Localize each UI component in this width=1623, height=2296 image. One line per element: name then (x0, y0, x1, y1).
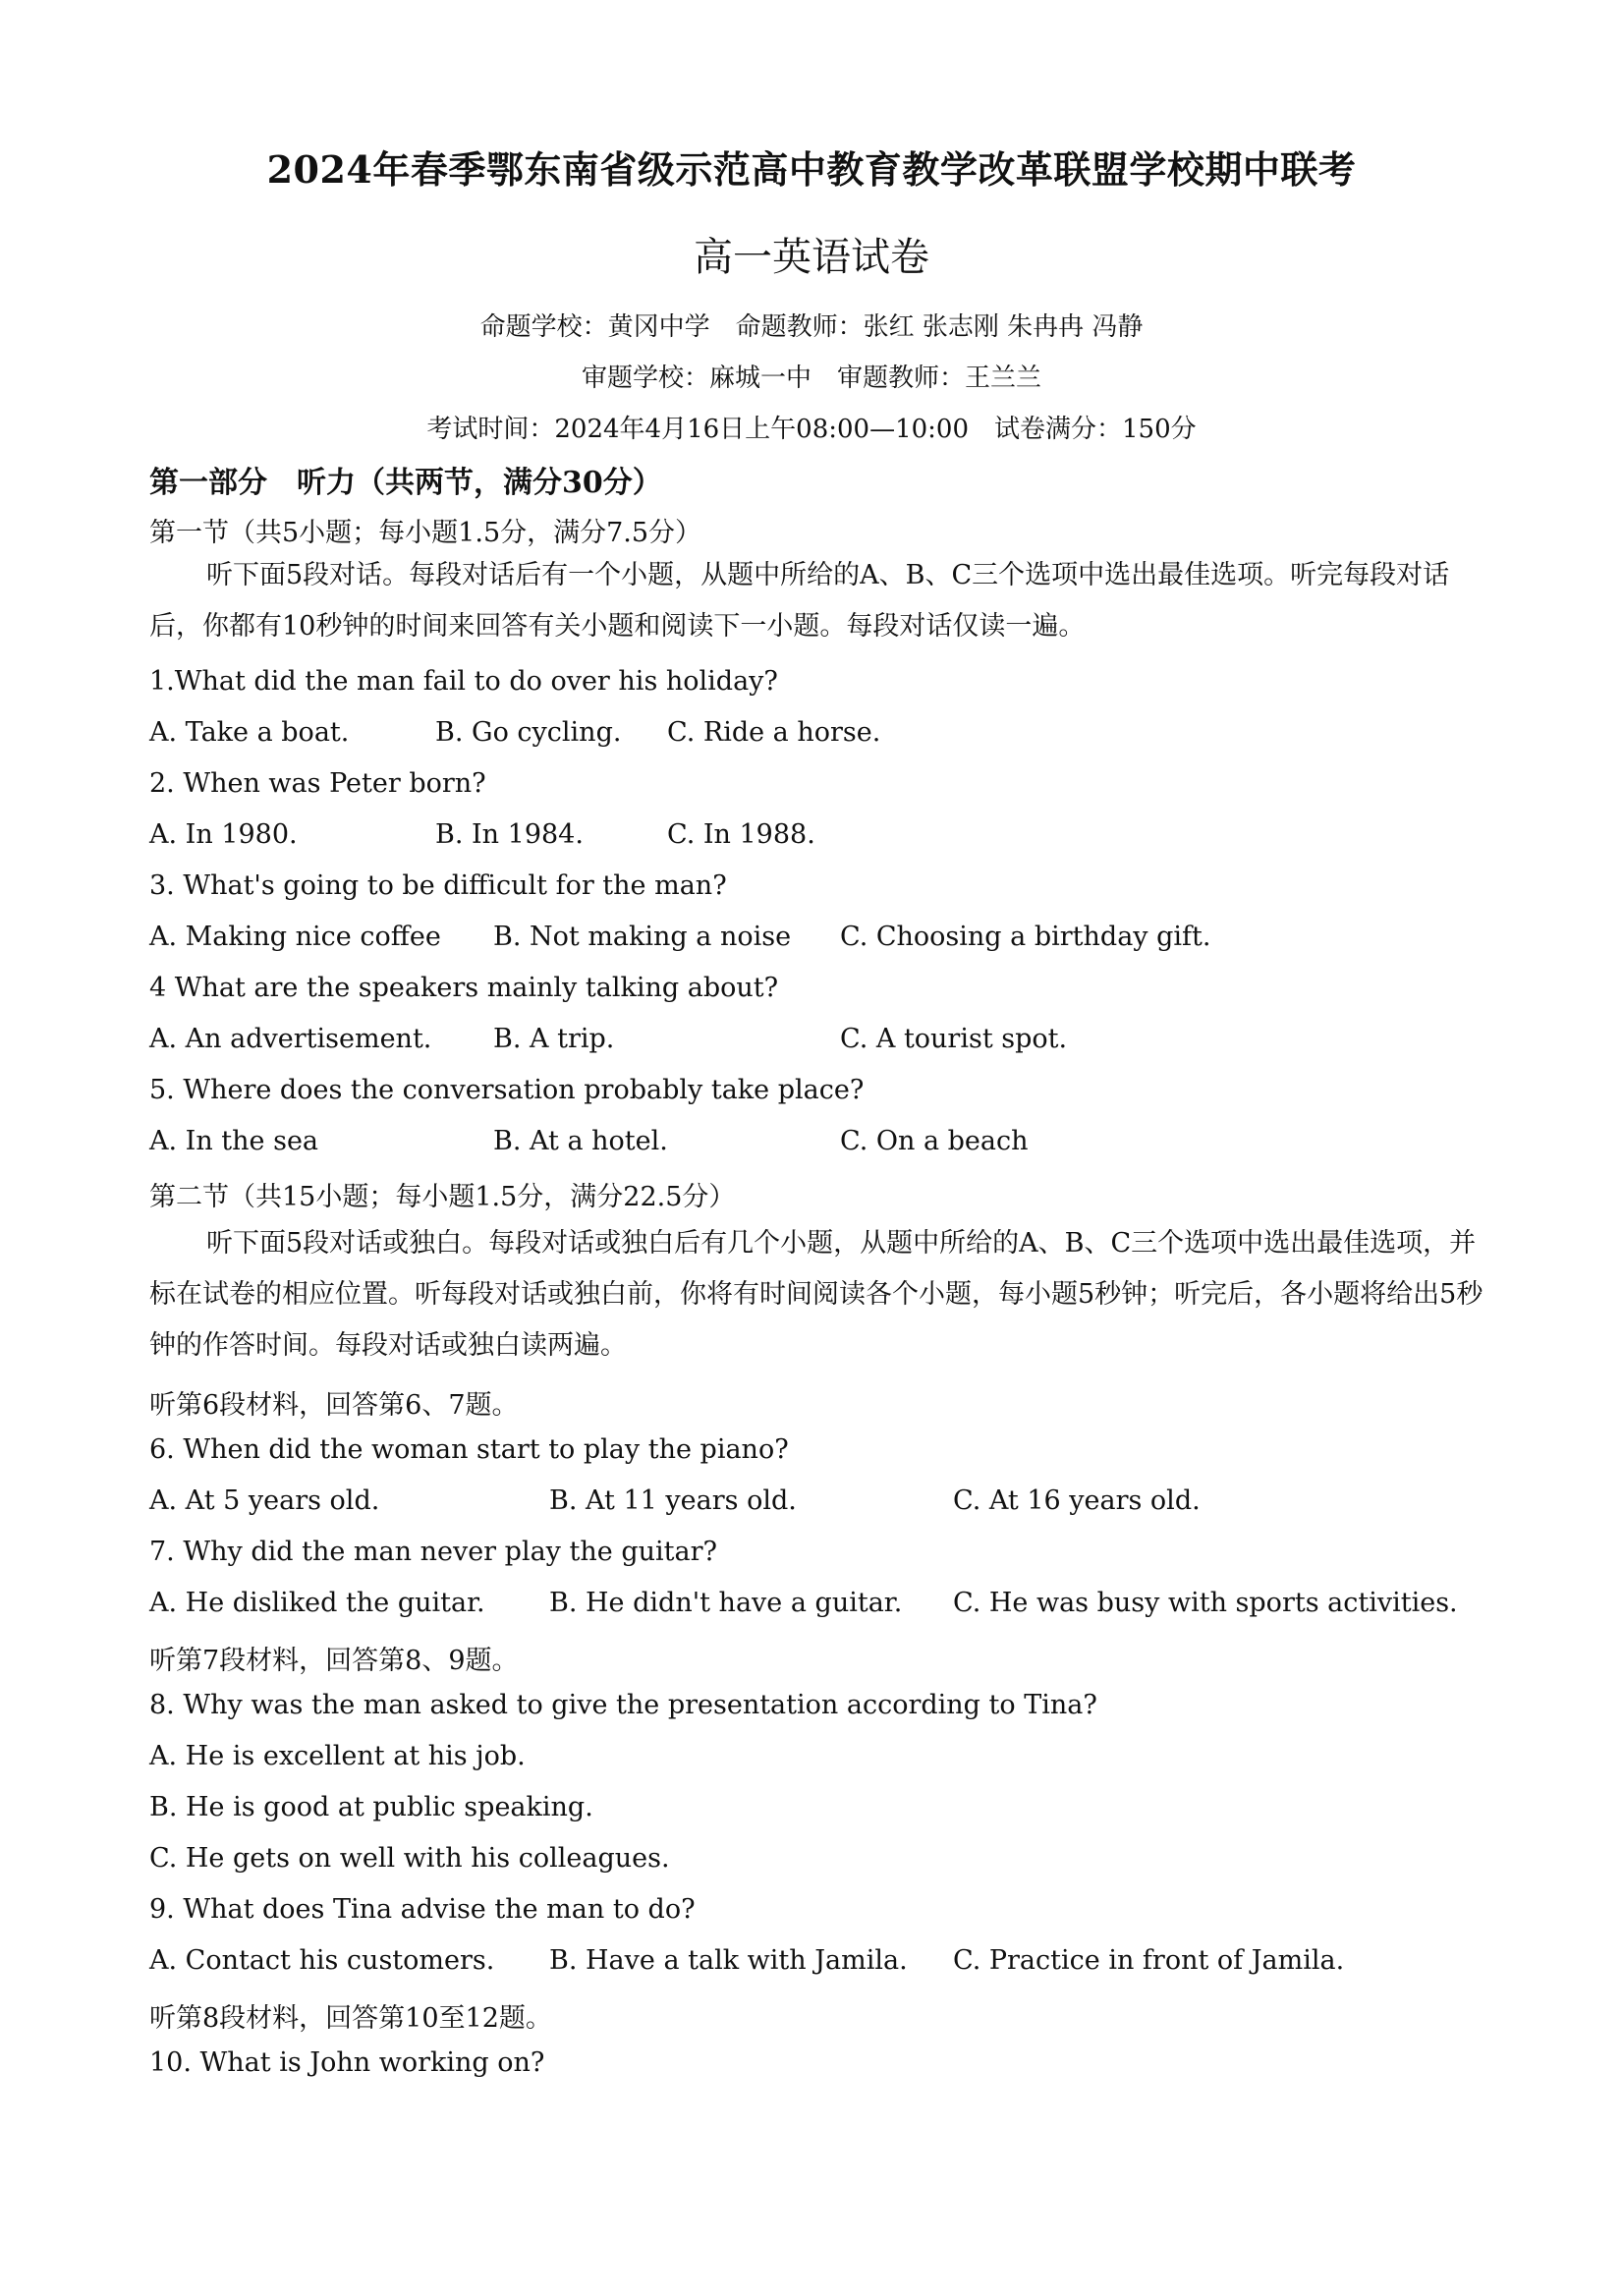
question-9: 9. What does Tina advise the man to do? (149, 1894, 696, 1925)
material-6-note: 听第6段材料，回答第6、7题。 (149, 1390, 519, 1421)
question-4: 4 What are the speakers mainly talking about? (149, 973, 779, 1003)
q6-option-b: B. At 11 years old. (549, 1485, 797, 1516)
q6-option-c: C. At 16 years old. (953, 1485, 1201, 1516)
q5-option-c: C. On a beach (840, 1126, 1029, 1156)
exam-title: 2024年春季鄂东南省级示范高中教育教学改革联盟学校期中联考 (266, 147, 1357, 192)
part1-heading: 第一部分 听力（共两节，满分30分） (149, 466, 662, 500)
exam-info-line: 考试时间：2024年4月16日上午08:00—10:00 试卷满分：150分 (426, 415, 1197, 444)
q4-option-c: C. A tourist spot. (840, 1024, 1068, 1054)
q8-option-a: A. He is excellent at his job. (149, 1741, 526, 1771)
q5-option-b: B. At a hotel. (493, 1126, 668, 1156)
q4-option-a: A. An advertisement. (149, 1024, 432, 1054)
q3-option-a: A. Making nice coffee (149, 922, 441, 952)
question-7: 7. Why did the man never play the guitar? (149, 1537, 717, 1567)
section2-heading: 第二节（共15小题；每小题1.5分，满分22.5分） (149, 1182, 736, 1212)
question-10: 10. What is John working on? (149, 2047, 545, 2078)
q2-option-a: A. In 1980. (149, 819, 298, 850)
q6-option-a: A. At 5 years old. (149, 1485, 380, 1516)
q1-option-a: A. Take a boat. (149, 717, 350, 748)
q7-option-c: C. He was busy with sports activities. (953, 1588, 1458, 1618)
question-8: 8. Why was the man asked to give the presentation according to Tina? (149, 1690, 1097, 1720)
q7-option-b: B. He didn't have a guitar. (549, 1588, 903, 1618)
q9-option-c: C. Practice in front of Jamila. (953, 1945, 1345, 1976)
proposer-line: 命题学校：黄冈中学 命题教师：张红 张志刚 朱冉冉 冯静 (479, 312, 1144, 342)
material-7-note: 听第7段材料，回答第8、9题。 (149, 1646, 519, 1676)
q8-option-c: C. He gets on well with his colleagues. (149, 1843, 670, 1874)
section1-heading: 第一节（共5小题；每小题1.5分，满分7.5分） (149, 518, 702, 548)
q2-option-c: C. In 1988. (667, 819, 815, 850)
q1-option-c: C. Ride a horse. (667, 717, 881, 748)
q2-option-b: B. In 1984. (435, 819, 584, 850)
section1-instructions: 听下面5段对话。每段对话后有一个小题，从题中所给的A、B、C三个选项中选出最佳选项。听完每段对话后，你都有10秒钟的时间来回答有关小题和阅读下一小题。每段对话仅读一遍。 (149, 560, 1450, 642)
question-3: 3. What's going to be difficult for the man? (149, 870, 727, 901)
question-1: 1.What did the man fail to do over his holiday? (149, 666, 778, 697)
q3-option-b: B. Not making a noise (493, 922, 792, 952)
q9-option-b: B. Have a talk with Jamila. (549, 1945, 908, 1976)
q9-option-a: A. Contact his customers. (149, 1945, 495, 1976)
material-8-note: 听第8段材料，回答第10至12题。 (149, 2003, 552, 2034)
q3-option-c: C. Choosing a birthday gift. (840, 922, 1211, 952)
q8-option-b: B. He is good at public speaking. (149, 1792, 593, 1822)
question-5: 5. Where does the conversation probably take place? (149, 1075, 865, 1105)
q1-option-b: B. Go cycling. (435, 717, 622, 748)
question-6: 6. When did the woman start to play the piano? (149, 1434, 789, 1465)
section2-instructions: 听下面5段对话或独白。每段对话或独白后有几个小题，从题中所给的A、B、C三个选项中选出最佳选项，并标在试卷的相应位置。听每段对话或独白前，你将有时间阅读各个小题，每小题5秒钟；听完后，各小题将给出5秒钟的作答时间。每段对话或独白读两遍。 (149, 1228, 1483, 1361)
exam-subtitle: 高一英语试卷 (694, 235, 929, 280)
q5-option-a: A. In the sea (149, 1126, 319, 1156)
q4-option-b: B. A trip. (493, 1024, 615, 1054)
reviewer-line: 审题学校：麻城一中 审题教师：王兰兰 (581, 364, 1041, 393)
q7-option-a: A. He disliked the guitar. (149, 1588, 485, 1618)
question-2: 2. When was Peter born? (149, 768, 486, 799)
